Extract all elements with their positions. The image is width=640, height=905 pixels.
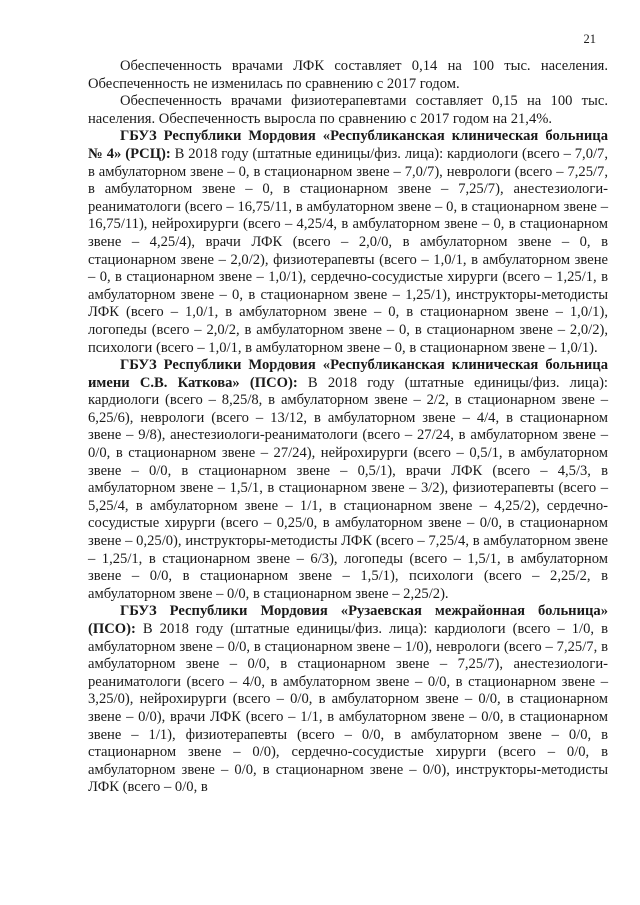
paragraph-hospital-ruzaevka [88, 603, 608, 797]
paragraph-text: В 2018 году (штатные единицы/физ. лица): кардиологи (всего – 1/0, в амбулаторном звене – 0/0, в стационарном звене – 1/0), неврологи (всего – 7,25/7, в амбулаторном звене – 0/0, в стационарном звене – 7,25/7), анестезиологи-реаниматологи (всего – 4/0, в амбулаторном звене – 0/0, в стационарном звене – 3,25/0), нейрохирурги (всего – 0/0, в амбулаторном звене – 0/0, в стационарном звене – 0/0), врачи ЛФК (всего – 1/1, в амбулаторном звене – 0/0, в стационарном звене – 1/1), физиотерапевты (всего – 0/0, в амбулаторном звене – 0/0, в стационарном звене – 0/0), сердечно-сосудистые хирурги (всего – 0/0, в амбулаторном звене – 0/0, в стационарном звене – 0/0), инструкторы-методисты ЛФК (всего – 0/0, в [88, 621, 608, 796]
paragraph-text: В 2018 году (штатные единицы/физ. лица): кардиологи (всего – 7,0/7, в амбулаторном звене – 0, в стационарном звене – 7,0/7), неврологи (всего – 7,25/7, в амбулаторном звене – 0, в стационарном звене – 7,25/7), анестезиологи-реаниматологи (всего – 16,75/11, в амбулаторном звене – 0, в стационарном звене – 16,75/11), нейрохирурги (всего – 4,25/4, в амбулаторном звене – 0, в стационарном звене – 4,25/4), врачи ЛФК (всего – 2,0/0, в амбулаторном звене – 0, в стационарном звене – 2,0/2), физиотерапевты (всего – 1,0/1, в амбулаторном звене – 0, в стационарном звене – 1,0/1), сердечно-сосудистые хирурги (всего – 1,25/1, в амбулаторном звене – 0, в стационарном звене – 1,25/1), инструкторы-методисты ЛФК (всего – 1,0/1, в амбулаторном звене – 0, в стационарном звене – 1,0/1), логопеды (всего – 2,0/2, в амбулаторном звене – 0, в стационарном звене – 2,0/2), психологи (всего – 1,0/1, в амбулаторном звене – 0, в стационарном звене – 1,0/1). [88, 145, 608, 356]
paragraph-lfk-doctors [88, 58, 608, 93]
paragraph-physiotherapists [88, 93, 608, 128]
paragraph-hospital-katkov [88, 357, 608, 603]
paragraph-text: Обеспеченность врачами ЛФК составляет 0,14 на 100 тыс. населения. Обеспеченность не изменилась по сравнению с 2017 годом. [88, 58, 608, 92]
page-number: 21 [583, 32, 596, 46]
hospital-heading: ГБУЗ Республики Мордовия «Республиканская клиническая больница № 4» (РСЦ): [88, 128, 608, 162]
paragraph-hospital-4 [88, 128, 608, 357]
hospital-heading: ГБУЗ Республики Мордовия «Рузаевская межрайонная больница» (ПСО): [88, 603, 608, 637]
hospital-heading: ГБУЗ Республики Мордовия «Республиканская клиническая больница имени С.В. Каткова» (ПСО): [88, 357, 608, 391]
paragraph-text: Обеспеченность врачами физиотерапевтами составляет 0,15 на 100 тыс. населения. Обеспеченность выросла по сравнению с 2017 годом на 21,4%. [88, 93, 608, 127]
paragraph-text: В 2018 году (штатные единицы/физ. лица): кардиологи (всего – 8,25/8, в амбулаторном звене – 2/2, в стационарном звене – 6,25/6), неврологи (всего – 13/12, в амбулаторном звене – 4/4, в стационарном звене – 9/8), анестезиологи-реаниматологи (всего – 27/24, в амбулаторном звене – 0/0, в стационарном звене – 27/24), нейрохирурги (всего – 0,5/1, в амбулаторном звене – 0/0, в стационарном звене – 0,5/1), врачи ЛФК (всего – 4,5/3, в амбулаторном звене – 1,5/1, в стационарном звене – 3/2), физиотерапевты (всего – 5,25/4, в амбулаторном звене – 1/1, в стационарном звене – 4,25/2), сердечно-сосудистые хирурги (всего – 0,25/0, в амбулаторном звене – 0/0, в стационарном звене – 0,25/0), инструкторы-методисты ЛФК (всего – 7,25/4, в амбулаторном звене – 1,25/1, в стационарном звене – 6/3), логопеды (всего – 1,5/1, в амбулаторном звене – 0/0, в стационарном звене – 1,5/1), психологи (всего – 2,25/2, в амбулаторном звене – 0/0, в стационарном звене – 2,25/2). [88, 374, 608, 602]
